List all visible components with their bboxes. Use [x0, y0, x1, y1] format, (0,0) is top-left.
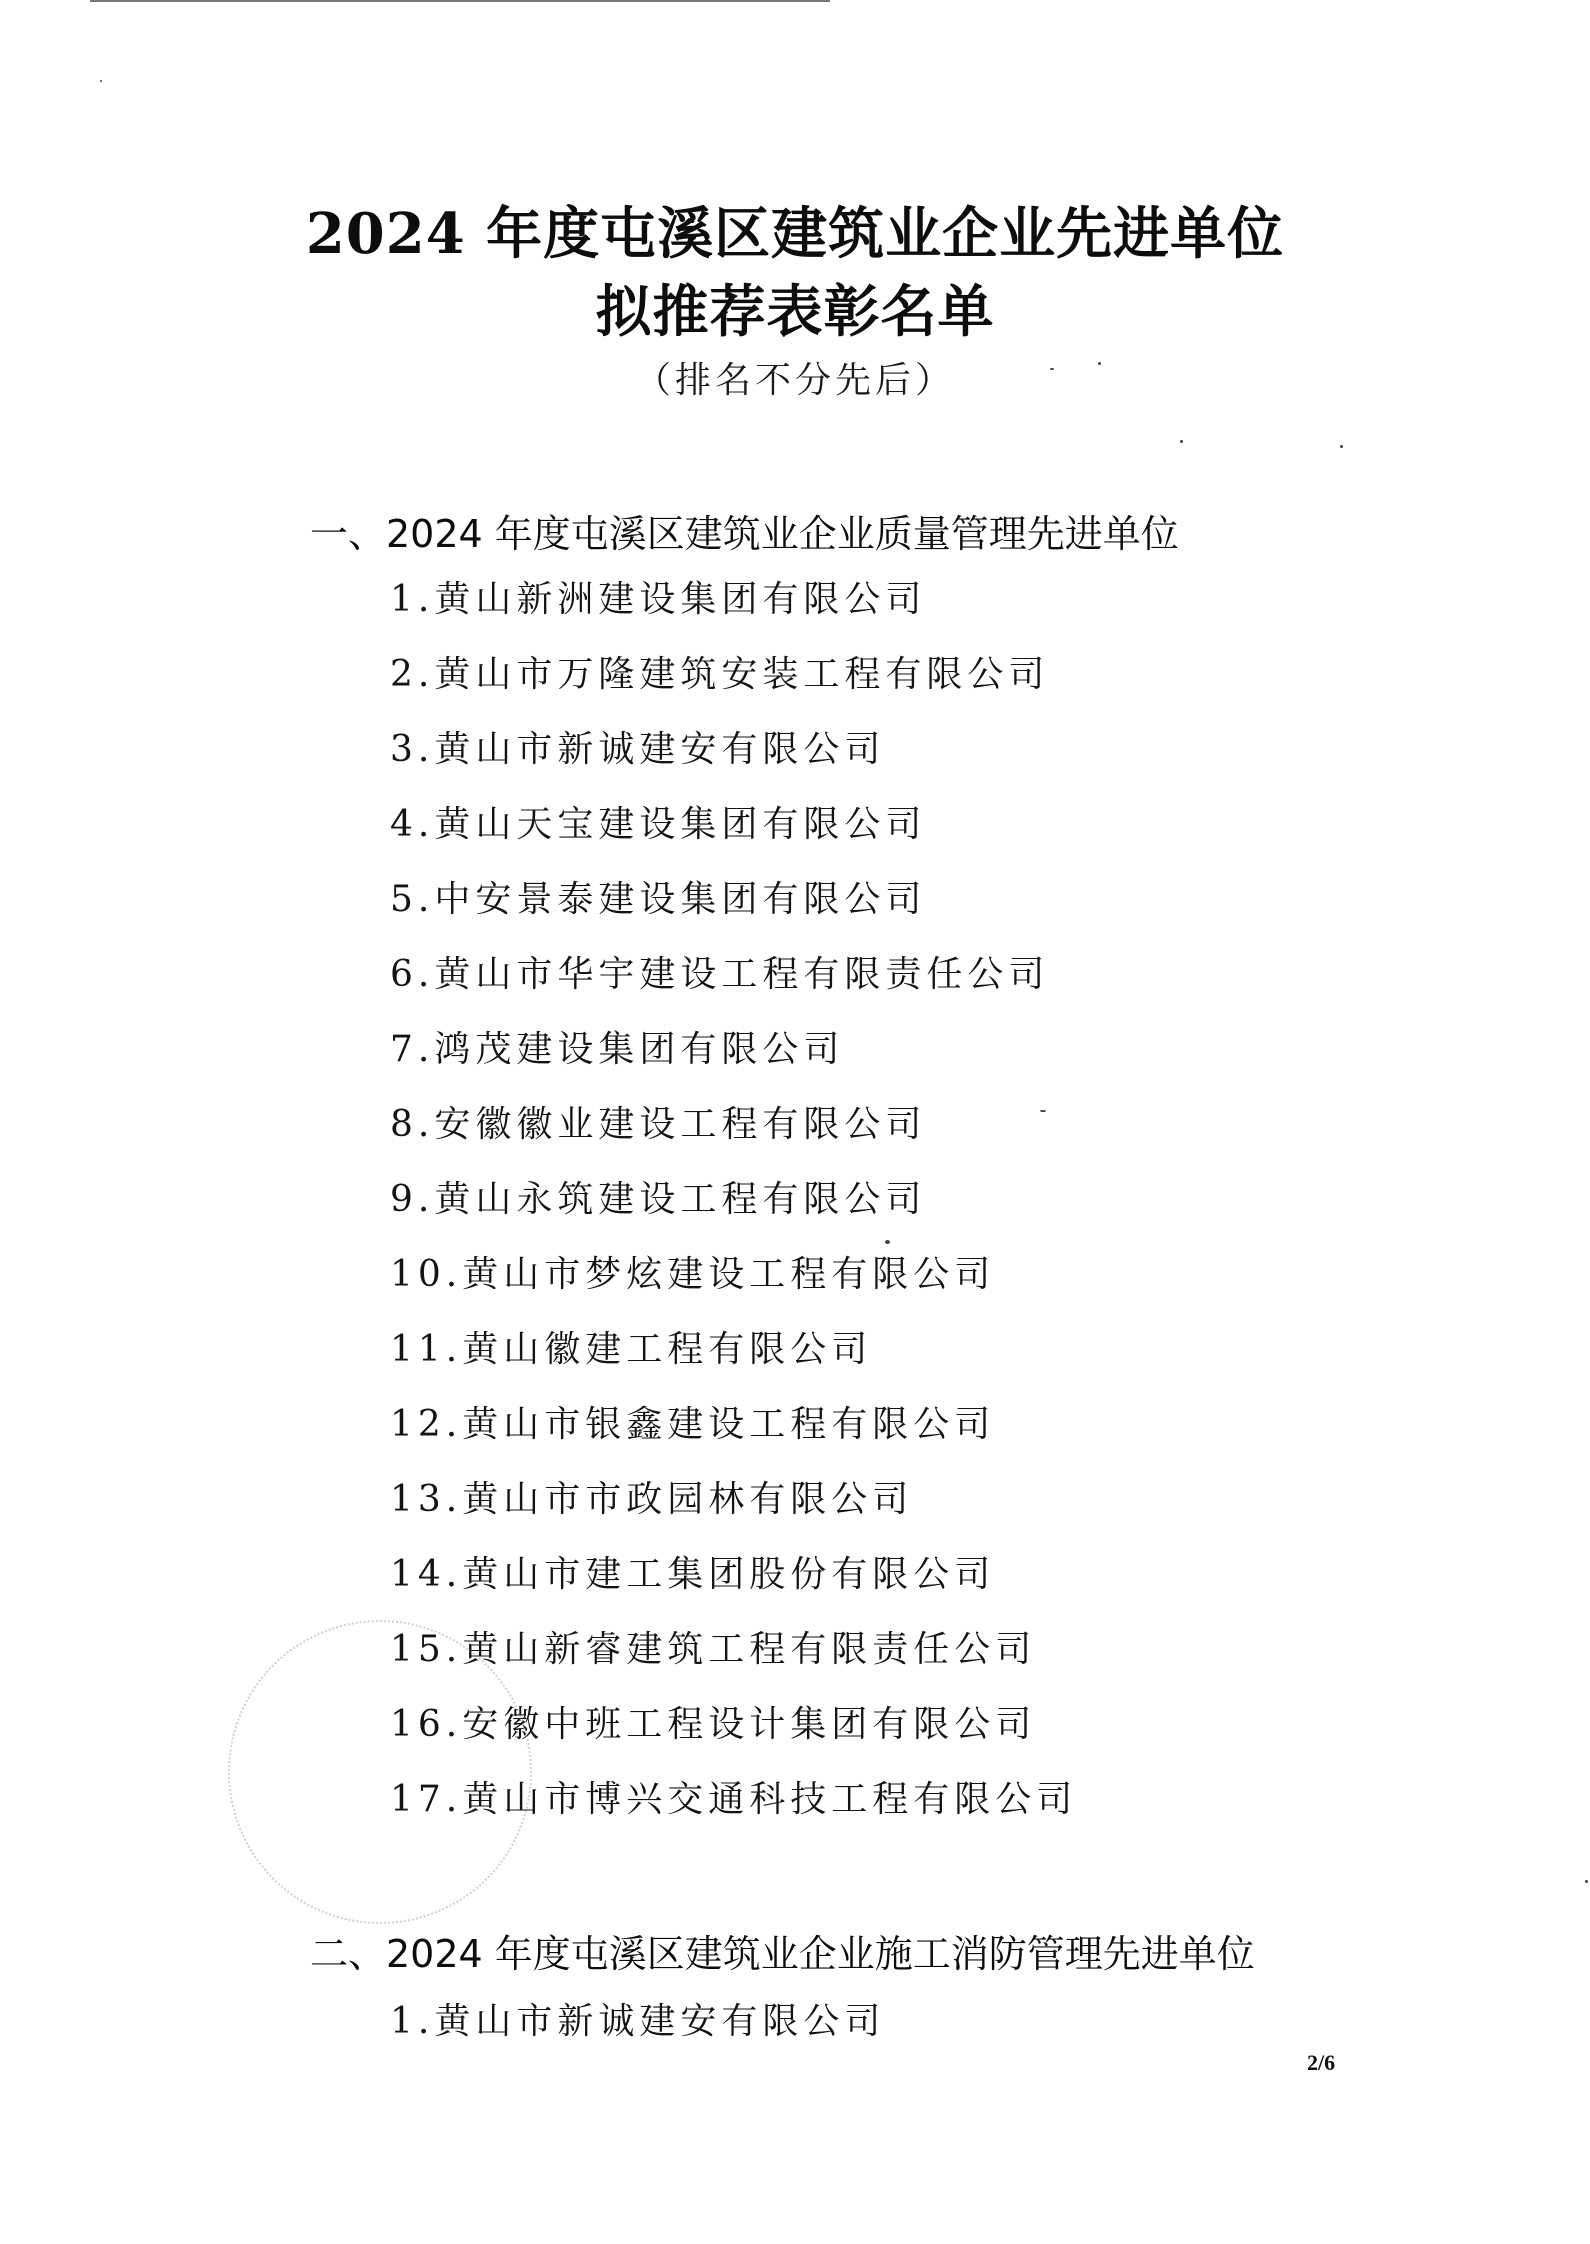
scan-edge-line: [90, 0, 830, 2]
list-item: 6.黄山市华宇建设工程有限责任公司: [390, 954, 1050, 995]
list-item: 14.黄山市建工集团股份有限公司: [390, 1554, 996, 1595]
list-item: 8.安徽徽业建设工程有限公司: [390, 1104, 927, 1145]
list-item: 1.黄山市新诚建安有限公司: [390, 2001, 886, 2042]
scan-speck: [1340, 445, 1343, 448]
list-item: 13.黄山市市政园林有限公司: [390, 1479, 914, 1520]
document-title-line-2: 拟推荐表彰名单: [595, 279, 995, 345]
scan-speck: [1180, 440, 1183, 443]
scan-speck: [1098, 362, 1101, 365]
scan-speck: [1585, 1880, 1588, 1883]
list-item: 4.黄山天宝建设集团有限公司: [390, 804, 927, 845]
list-item: 1.黄山新洲建设集团有限公司: [390, 579, 927, 620]
list-item: 9.黄山永筑建设工程有限公司: [390, 1179, 927, 1220]
scan-speck: [1050, 368, 1054, 370]
document-title-line-1: 2024 年度屯溪区建筑业企业先进单位: [305, 201, 1285, 267]
list-item: 5.中安景泰建设集团有限公司: [390, 879, 927, 920]
section-heading-quality: 一、2024 年度屯溪区建筑业企业质量管理先进单位: [310, 512, 1179, 556]
list-item: 15.黄山新睿建筑工程有限责任公司: [390, 1629, 1037, 1670]
list-item: 12.黄山市银鑫建设工程有限公司: [390, 1404, 996, 1445]
faded-stamp-trace: [228, 1620, 532, 1924]
scan-speck: [885, 1240, 890, 1244]
fire-safety-award-list: [390, 2000, 885, 2075]
scan-speck: [100, 80, 102, 82]
document-subtitle: （排名不分先后）: [634, 360, 955, 401]
list-item: 2.黄山市万隆建筑安装工程有限公司: [390, 654, 1050, 695]
list-item: 17.黄山市博兴交通科技工程有限公司: [390, 1779, 1078, 1820]
list-item: 16.安徽中班工程设计集团有限公司: [390, 1704, 1037, 1745]
list-item: 11.黄山徽建工程有限公司: [390, 1329, 873, 1370]
section-heading-fire-safety: 二、2024 年度屯溪区建筑业企业施工消防管理先进单位: [310, 1932, 1255, 1976]
quality-award-list: [390, 578, 1077, 1853]
page-number: 2/6: [1307, 2050, 1336, 2075]
list-item: 10.黄山市梦炫建设工程有限公司: [390, 1254, 996, 1295]
list-item: 7.鸿茂建设集团有限公司: [390, 1029, 845, 1070]
scan-speck: [1040, 1110, 1046, 1112]
list-item: 3.黄山市新诚建安有限公司: [390, 729, 886, 770]
